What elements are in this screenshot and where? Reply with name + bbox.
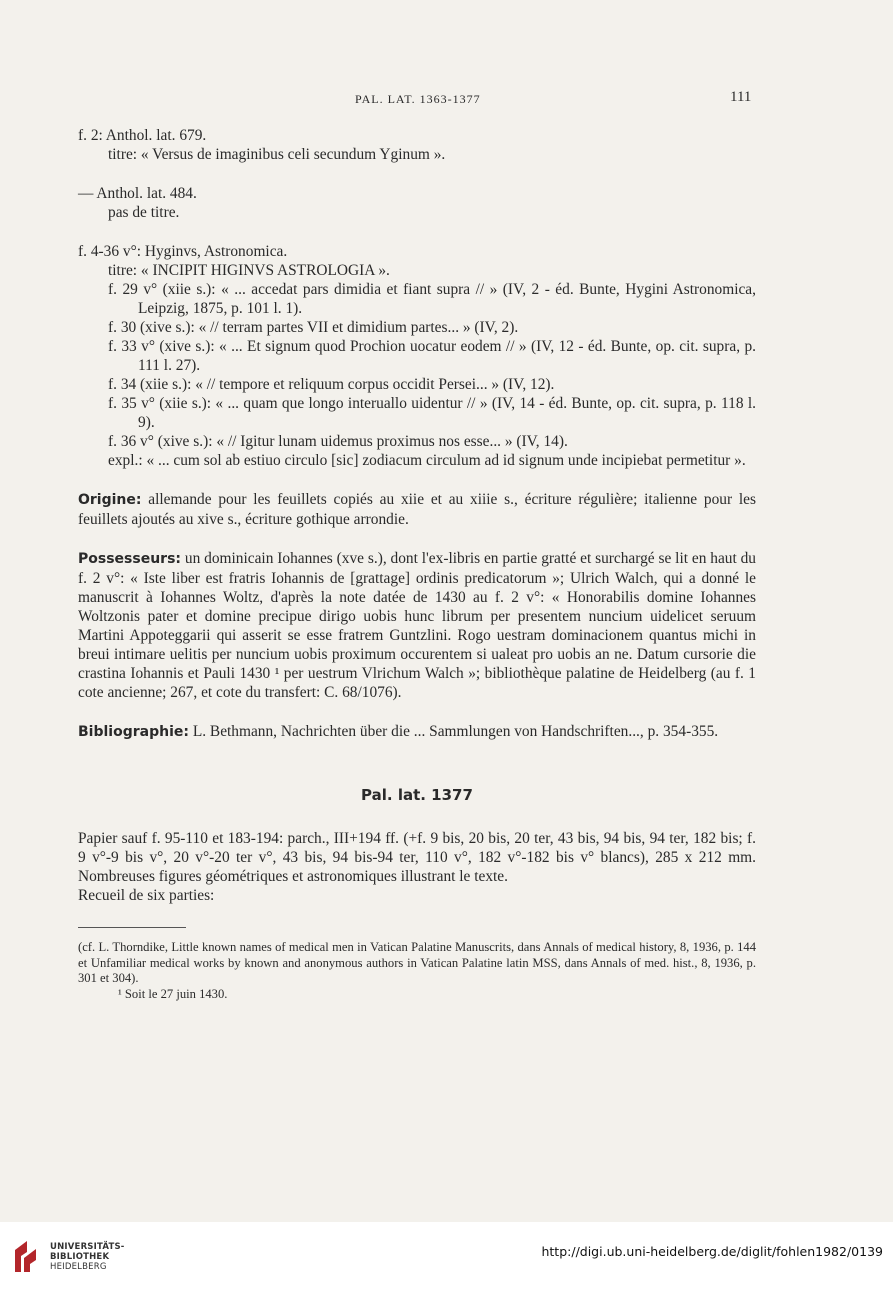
bibliographie-text: L. Bethmann, Nachrichten über die ... Sammlungen von Handschriften..., p. 354-355. — [192, 723, 719, 740]
footnote-rule — [78, 927, 186, 928]
entry-line: pas de titre. — [108, 204, 180, 221]
running-head-title: PAL. LAT. 1363-1377 — [355, 92, 481, 106]
logo-line-1: UNIVERSITÄTS- — [50, 1242, 125, 1252]
possesseurs-text: un dominicain Iohannes (xve s.), dont l'ex-libris en partie gratté et surchargé se lit en haut du f. 2 v°: « Iste liber est fratris Iohannis de [grattage] ordinis predicatorum »; Ulrich Walch, qui a donné le manuscrit à Iohannes Woltz, d'après la note datée de 1430 au f. 2 v°: « Honorabilis domine Iohannes Woltzonis pater et domine precipue dirigo uobis hunc librum per presentem nuncium uidelicet seruum Martini Appoteggarii qui asserit se esse fratrem Guntzlini. Rogo uestram dominacionem quantus michi in breui intimare uelitis per nuncium uobis proximum occurentem si ualeat pro uobis an ne. Datum cursorie die crastina Iohannis et Pauli 1430 ¹ per uestrum Vlrichum Walch »; bibliothèque palatine de Heidelberg (au f. 1 cote ancienne; 267, et cote du transfert: C. 68/1076). — [78, 550, 757, 701]
entry-line: — Anthol. lat. 484. — [78, 185, 197, 202]
entry-line: f. 36 v° (xive s.): « // Igitur lunam uidemus proximus nos esse... » (IV, 14). — [108, 433, 568, 450]
source-url-link[interactable]: http://digi.ub.uni-heidelberg.de/diglit/fohlen1982/0139 — [541, 1244, 883, 1259]
footnotes — [78, 940, 756, 1002]
entry-line: expl.: « ... cum sol ab estiuo circulo [sic] zodiacum circulum ad id signum unde incipiebat permetitur ». — [108, 452, 746, 469]
document-body — [78, 126, 756, 1002]
entry-line: f. 35 v° (xiie s.): « ... quam que longo interuallo uidentur // » (IV, 14 - éd. Bunte, op. cit. supra, p. 118 l. 9). — [108, 395, 756, 431]
entry-line: f. 34 (xiie s.): « // tempore et reliquum corpus occidit Persei... » (IV, 12). — [108, 376, 555, 393]
library-footer — [0, 1222, 893, 1293]
description-paragraph: Papier sauf f. 95-110 et 183-194: parch., III+194 ff. (+f. 9 bis, 20 bis, 20 ter, 43 bis, 94 bis, 94 ter, 182 bis; f. 9 v°-9 bis v°, 20 v°-20 ter v°, 43 bis, 94 bis-94 ter, 110 v°, 182 v°-182 bis v° blancs), 285 x 212 mm. Nombreuses figures géométriques et astronomiques illustrant le texte. — [78, 830, 756, 885]
entry-line: titre: « Versus de imaginibus celi secundum Yginum ». — [108, 146, 446, 163]
bibliographie-label: Bibliographie: — [78, 724, 189, 740]
library-logo-text — [50, 1242, 125, 1272]
entry-line: f. 29 v° (xiie s.): « ... accedat pars dimidia et fiant supra // » (IV, 2 - éd. Bunte, Hygini Astronomica, Leipzig, 1875, p. 101 l. 1). — [108, 281, 756, 317]
library-logo-icon — [12, 1238, 42, 1274]
origine-label: Origine: — [78, 492, 142, 508]
entry-line: titre: « INCIPIT HIGINVS ASTROLOGIA ». — [108, 262, 390, 279]
logo-line-3: HEIDELBERG — [50, 1262, 107, 1272]
entry-line: f. 33 v° (xive s.): « ... Et signum quod Prochion uocatur eodem // » (IV, 12 - éd. Bunte, op. cit. supra, p. 111 l. 27). — [108, 338, 756, 374]
origine-text: allemande pour les feuillets copiés au xiie et au xiiie s., écriture régulière; italienne pour les feuillets ajoutés au xive s., écriture gothique arrondie. — [78, 491, 756, 528]
section-heading: Pal. lat. 1377 — [361, 786, 473, 804]
recueil-line: Recueil de six parties: — [78, 887, 215, 904]
possesseurs-paragraph — [78, 549, 756, 702]
entry-line: f. 2: Anthol. lat. 679. — [78, 127, 207, 144]
footnote-1: ¹ Soit le 27 juin 1430. — [118, 986, 228, 1001]
bibliographie-paragraph — [78, 722, 756, 742]
page-number: 111 — [730, 89, 752, 105]
possesseurs-label: Possesseurs: — [78, 551, 182, 567]
origine-paragraph — [78, 490, 756, 529]
footnote-citation: (cf. L. Thorndike, Little known names of medical men in Vatican Palatine Manuscrits, dans Annals of medical history, 8, 1936, p. 144 et Unfamiliar medical works by known and anonymous authors in Vatican Palatine latin MSS, dans Annals of med. hist., 8, 1936, p. 301 et 304). — [78, 940, 756, 985]
logo-line-2: BIBLIOTHEK — [50, 1252, 110, 1262]
entry-line: f. 30 (xive s.): « // terram partes VII et dimidium partes... » (IV, 2). — [108, 319, 519, 336]
entry-line: f. 4-36 v°: Hyginvs, Astronomica. — [78, 243, 288, 260]
